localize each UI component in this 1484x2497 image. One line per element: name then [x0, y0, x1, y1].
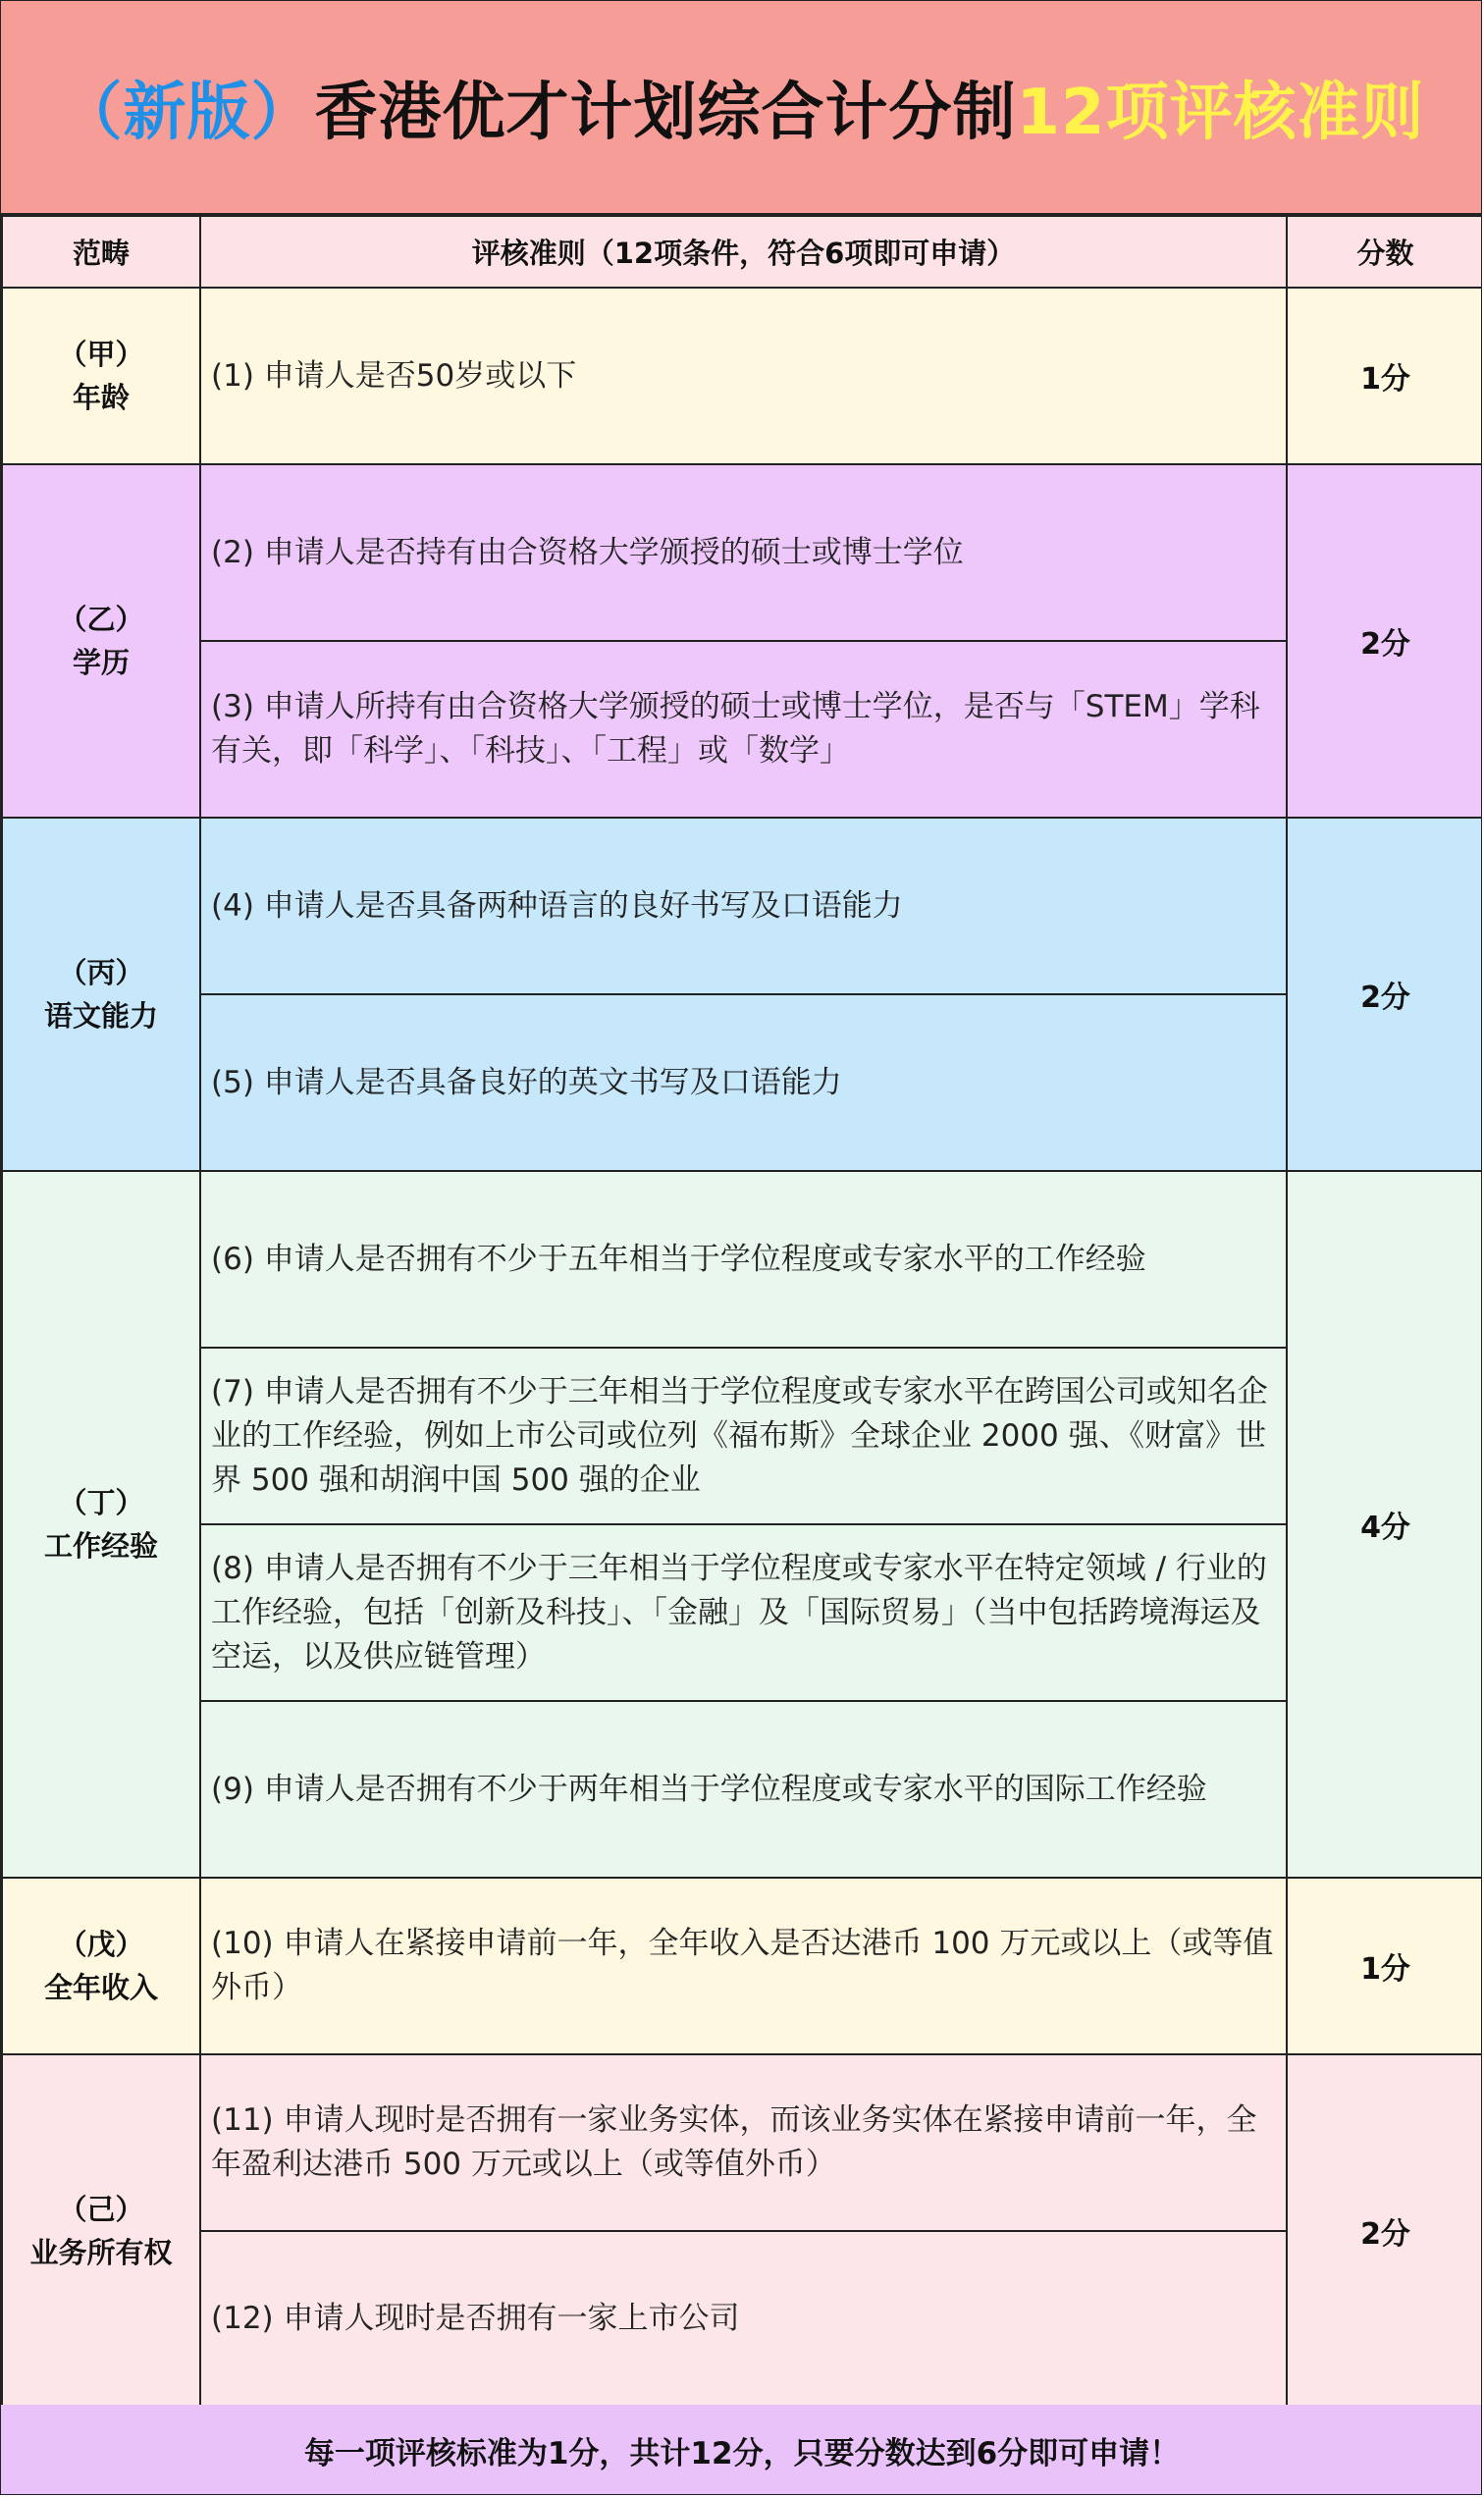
category-name: 业务所有权 [29, 2235, 173, 2269]
criterion-12: (12) 申请人现时是否拥有一家上市公司 [200, 2231, 1287, 2407]
score-age: 1分 [1287, 288, 1482, 464]
category-code: （乙） [58, 603, 144, 636]
category-cell-age [2, 288, 200, 464]
criterion-5: (5) 申请人是否具备良好的英文书写及口语能力 [200, 994, 1287, 1171]
criterion-10: (10) 申请人在紧接申请前一年，全年收入是否达港币 100 万元或以上（或等值外币） [200, 1878, 1287, 2054]
category-code: （甲） [58, 338, 144, 371]
category-cell-language [2, 818, 200, 1171]
table-row [2, 641, 1482, 818]
table-header-row [2, 216, 1482, 288]
criterion-4: (4) 申请人是否具备两种语言的良好书写及口语能力 [200, 818, 1287, 994]
table-row [2, 2054, 1482, 2231]
title-banner [1, 1, 1482, 215]
table-row [2, 464, 1482, 641]
category-code: （戊） [58, 1928, 144, 1961]
criterion-9: (9) 申请人是否拥有不少于两年相当于学位程度或专家水平的国际工作经验 [200, 1701, 1287, 1878]
category-cell-business [2, 2054, 200, 2407]
category-cell-work [2, 1171, 200, 1878]
table-row [2, 818, 1482, 994]
category-code: （己） [58, 2192, 144, 2226]
table-row [2, 288, 1482, 464]
title-highlight: 12项评核准则 [1016, 77, 1425, 149]
table-row [2, 1171, 1482, 1348]
criterion-3: (3) 申请人所持有由合资格大学颁授的硕士或博士学位，是否与「STEM」学科有关，即「科学」、「科技」、「工程」或「数学」 [200, 641, 1287, 818]
header-score: 分数 [1287, 216, 1482, 288]
criteria-table [1, 215, 1482, 2408]
category-cell-education [2, 464, 200, 818]
criterion-8: (8) 申请人是否拥有不少于三年相当于学位程度或专家水平在特定领域 / 行业的工作经验，包括「创新及科技」、「金融」及「国际贸易」（当中包括跨境海运及空运，以及供应链管理） [200, 1524, 1287, 1701]
header-category: 范畴 [2, 216, 200, 288]
criterion-7: (7) 申请人是否拥有不少于三年相当于学位程度或专家水平在跨国公司或知名企业的工作经验，例如上市公司或位列《福布斯》全球企业 2000 强、《财富》世界 500 强和胡润中国 500 强的企业 [200, 1348, 1287, 1524]
category-name: 全年收入 [43, 1971, 158, 2004]
category-name: 语文能力 [43, 999, 158, 1033]
criterion-2: (2) 申请人是否持有由合资格大学颁授的硕士或博士学位 [200, 464, 1287, 641]
table-row [2, 1524, 1482, 1701]
score-education: 2分 [1287, 464, 1482, 818]
score-work: 4分 [1287, 1171, 1482, 1878]
score-language: 2分 [1287, 818, 1482, 1171]
score-income: 1分 [1287, 1878, 1482, 2054]
table-row [2, 1878, 1482, 2054]
score-business: 2分 [1287, 2054, 1482, 2407]
header-criteria: 评核准则（12项条件，符合6项即可申请） [200, 216, 1287, 288]
footer-note: 每一项评核标准为1分，共计12分，只要分数达到6分即可申请！ [1, 2405, 1482, 2495]
category-name: 学历 [72, 646, 130, 679]
table-row [2, 2231, 1482, 2407]
criterion-1: (1) 申请人是否50岁或以下 [200, 288, 1287, 464]
title-main: 香港优才计划综合计分制 [314, 77, 1017, 149]
category-name: 年龄 [72, 381, 130, 414]
table-row [2, 1348, 1482, 1524]
category-code: （丁） [58, 1486, 144, 1519]
criterion-11: (11) 申请人现时是否拥有一家业务实体，而该业务实体在紧接申请前一年，全年盈利达港币 500 万元或以上（或等值外币） [200, 2054, 1287, 2231]
table-row [2, 994, 1482, 1171]
criterion-6: (6) 申请人是否拥有不少于五年相当于学位程度或专家水平的工作经验 [200, 1171, 1287, 1348]
category-cell-income [2, 1878, 200, 2054]
category-code: （丙） [58, 956, 144, 989]
category-name: 工作经验 [43, 1529, 158, 1563]
table-row [2, 1701, 1482, 1878]
title-edition: （新版） [59, 77, 315, 149]
